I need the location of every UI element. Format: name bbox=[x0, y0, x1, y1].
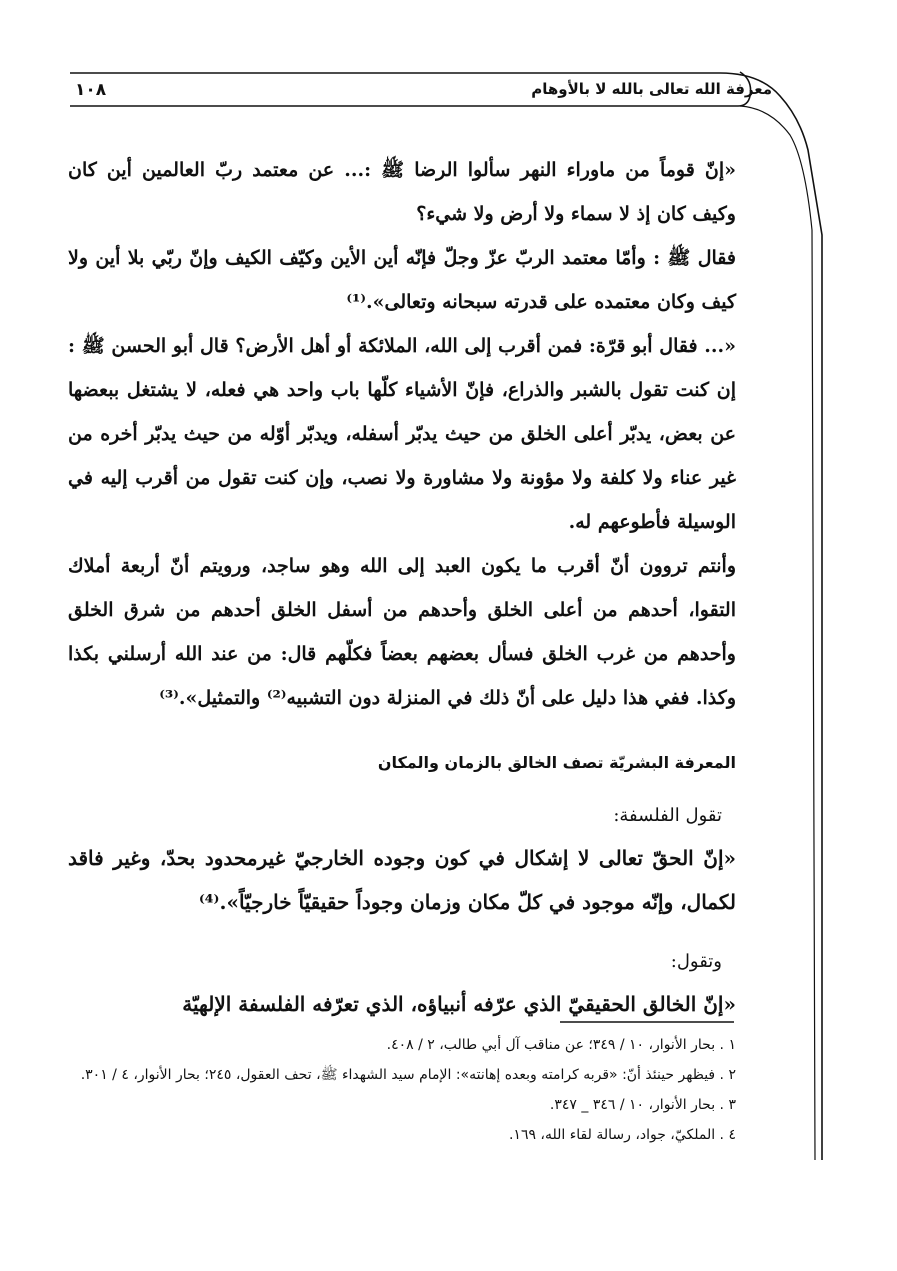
paragraph: «... فقال أبو قرّة: فمن أقرب إلى الله، الملائكة أو أهل الأرض؟ قال أبو الحسن ﷺ : إن كنت تقول بالشبر والذراع، فإنّ الأشياء كلّها باب واحد هي فعله، لا يشتغل ببعضها عن بعض، يدبّر أعلى الخلق من حيث يدبّر أسفله، ويدبّر أوّله من حيث يدبّر أخره من غير عناء ولا كلفة ولا مؤونة ولا مشاورة ولا نصب، وإن كنت تقول من أقرب إليه في الوسيلة فأطوعهم له. bbox=[68, 335, 736, 533]
paragraph: فقال ﷺ : وأمّا معتمد الربّ عزّ وجلّ فإنّه أين الأين وكيّف الكيف وإنّ ربّي بلا أين ولا كيف وكان معتمده على قدرته سبحانه وتعالى».⁽¹⁾ bbox=[68, 247, 736, 313]
footnotes bbox=[68, 1030, 736, 1150]
main-text bbox=[68, 148, 736, 1026]
page-number: ١٠٨ bbox=[75, 80, 107, 100]
section-heading: المعرفة البشريّة تصف الخالق بالزمان والمكان bbox=[377, 753, 736, 772]
running-header-title: معرفة الله تعالى بالله لا بالأوهام bbox=[531, 80, 772, 98]
header-tab-inner bbox=[740, 106, 815, 1160]
paragraph: وأنتم تروون أنّ أقرب ما يكون العبد إلى الله وهو ساجد، ورويتم أنّ أربعة أملاك التقوا، أحدهم من أعلى الخلق وأحدهم من أسفل الخلق أحدهم من شرق الخلق وأحدهم من غرب الخلق فسأل بعضهم بعضاً فكلّهم قال: من عند الله أرسلني بكذا وكذا. ففي هذا دليل على أنّ ذلك في المنزلة دون التشبيه⁽²⁾ والتمثيل».⁽³⁾ bbox=[68, 555, 736, 709]
paragraph: «إنّ قوماً من ماوراء النهر سألوا الرضا ﷺ :... عن معتمد ربّ العالمين أين كان وكيف كان إذ لا سماء ولا أرض ولا شيء؟ bbox=[68, 159, 736, 225]
footnote: ١ . بحار الأنوار، ١٠ / ٣٤٩؛ عن مناقب آل أبي طالب، ٢ / ٤٠٨. bbox=[386, 1037, 736, 1053]
quote: «إنّ الخالق الحقيقيّ الذي عرّفه أنبياؤه، الذي تعرّفه الفلسفة الإلهيّة bbox=[182, 992, 736, 1016]
footnote: ٢ . فيظهر حينئذ أنّ: «قربه كرامته وبعده إهانته»: الإمام سيد الشهداء ﷺ، تحف العقول، ٢٤٥؛ بحار الأنوار، ٤ / ٣٠١. bbox=[80, 1067, 736, 1083]
section-intro: تقول الفلسفة: bbox=[613, 805, 722, 826]
footnote: ٤ . الملكيّ، جواد، رسالة لقاء الله، ١٦٩. bbox=[508, 1127, 736, 1143]
quote: «إنّ الحقّ تعالى لا إشكال في كون وجوده الخارجيّ غيرمحدود بحدّ، وغير فاقد لكمال، وإنّه موجود في كلّ مكان وزمان وجوداً حقيقيّاً خارجيّاً».⁽⁴⁾ bbox=[68, 846, 736, 914]
section-intro: وتقول: bbox=[670, 951, 722, 972]
footnote: ٣ . بحار الأنوار، ١٠ / ٣٤٦ _ ٣٤٧. bbox=[549, 1097, 736, 1113]
